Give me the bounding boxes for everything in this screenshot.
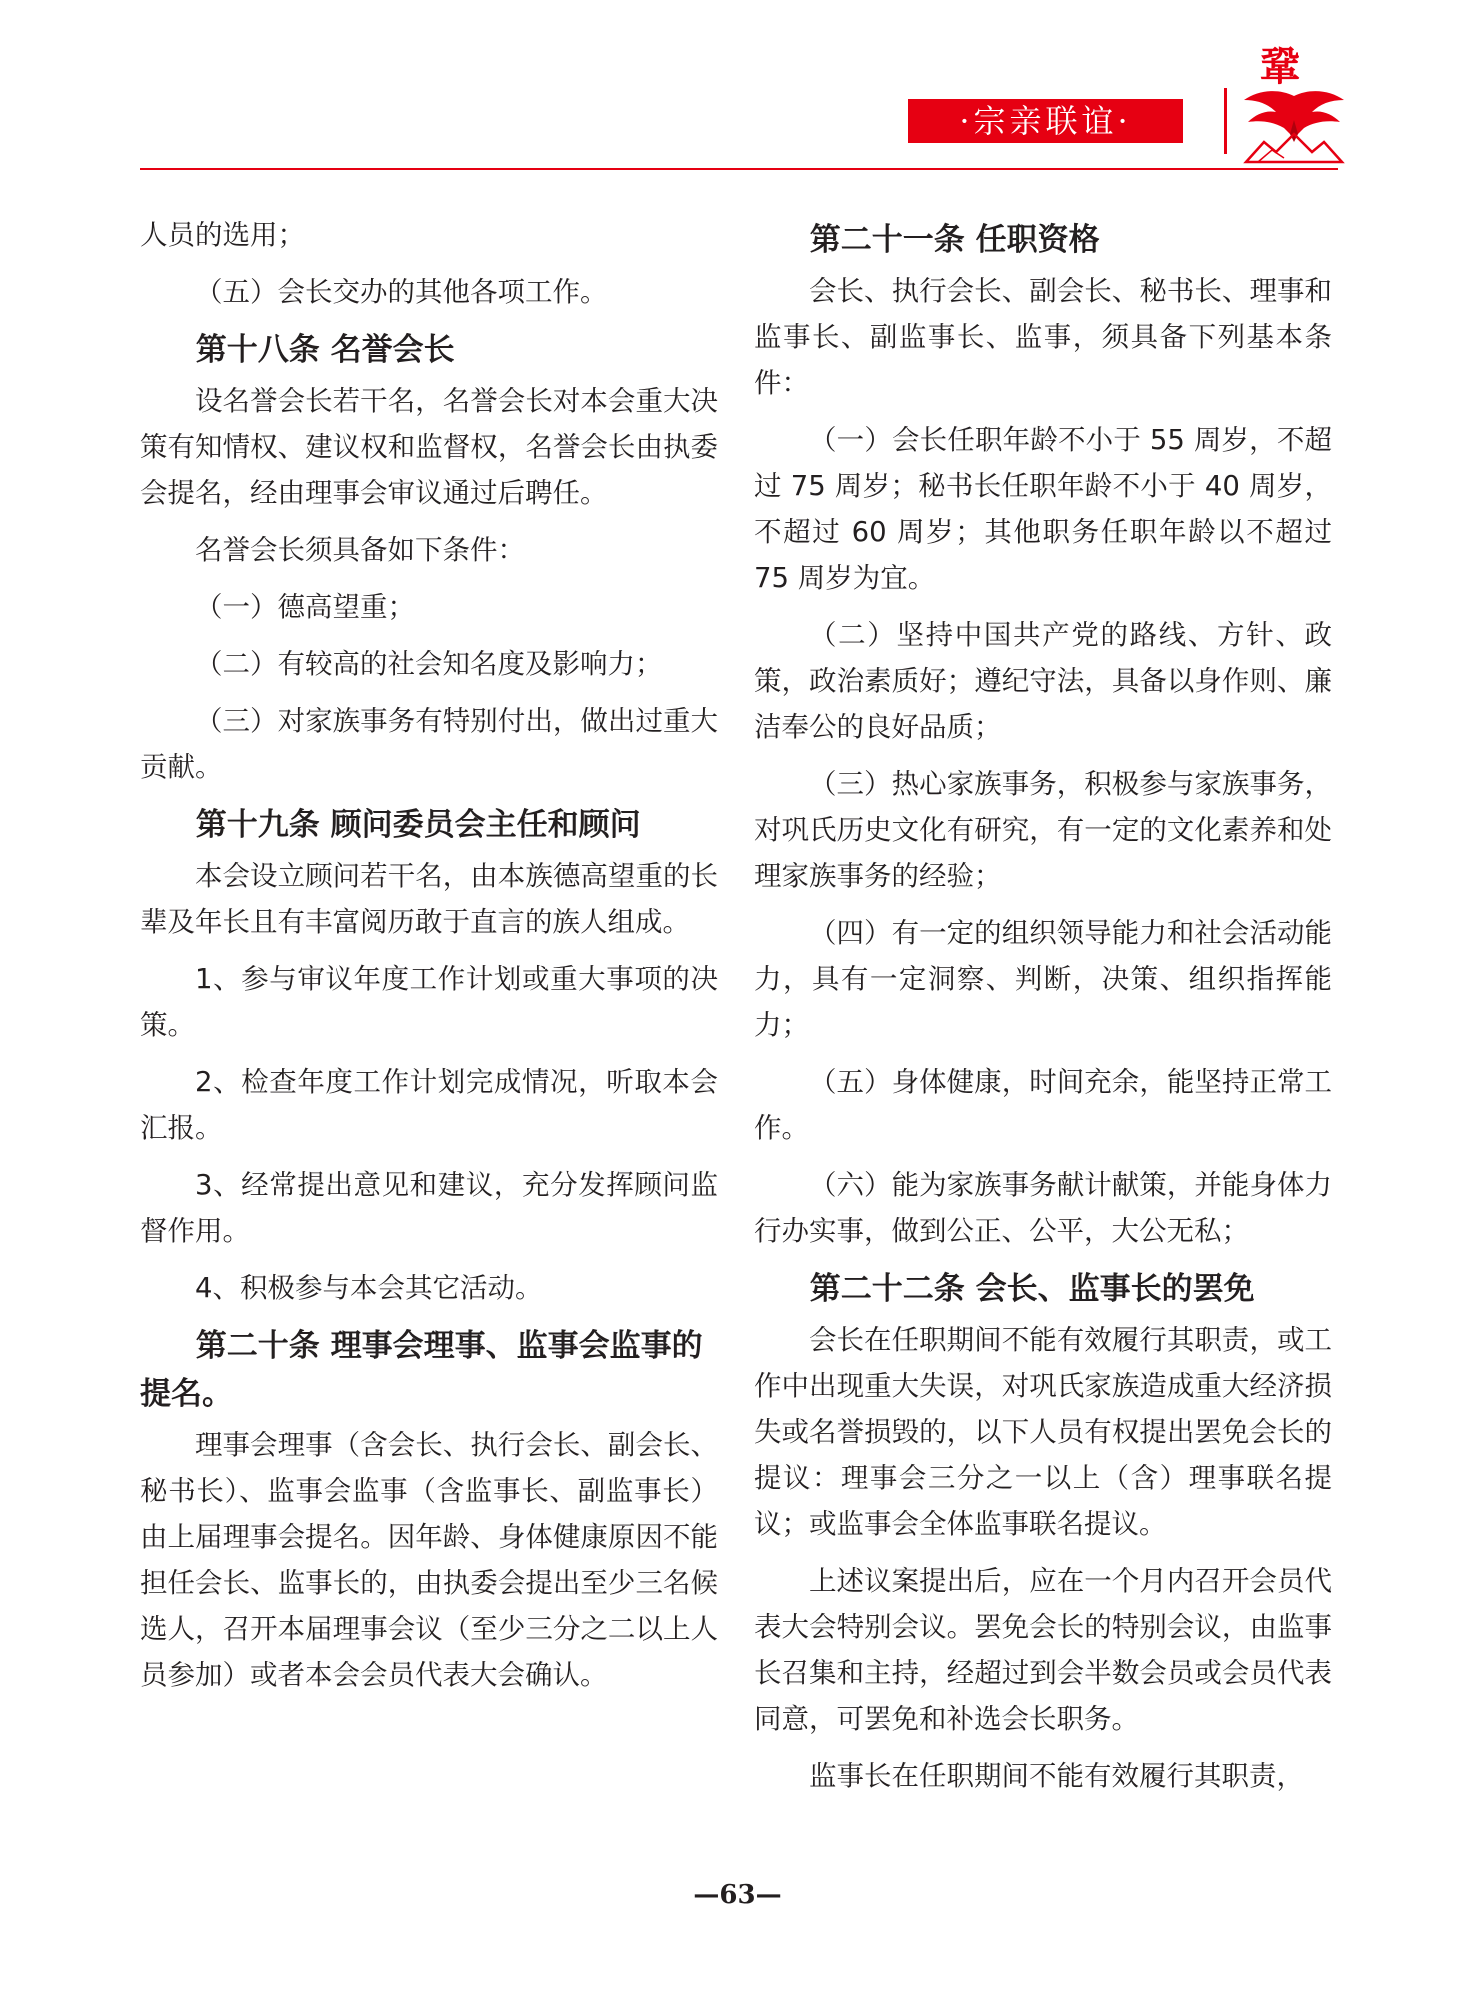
article-heading: 第十八条 名誉会长	[195, 332, 455, 368]
paragraph: （五）身体健康，时间充余，能坚持正常工作。	[754, 1066, 1332, 1144]
clan-logo	[1238, 38, 1350, 168]
header-rule	[140, 168, 1338, 170]
paragraph: （一）会长任职年龄不小于 55 周岁，不超过 75 周岁；秘书长任职年龄不小于 40 周岁，不超过 60 周岁；其他职务任职年龄以不超过 75 周岁为宜。	[754, 424, 1332, 594]
article-heading: 第十九条 顾问委员会主任和顾问	[195, 807, 641, 843]
paragraph: （五）会长交办的其他各项工作。	[195, 276, 608, 308]
paragraph: 会长在任职期间不能有效履行其职责，或工作中出现重大失误，对巩氏家族造成重大经济损失或名誉损毁的，以下人员有权提出罢免会长的提议：理事会三分之一以上（含）理事联名提议；或监事会全体监事联名提议。	[754, 1324, 1332, 1540]
article-heading: 第二十一条 任职资格	[809, 222, 1100, 258]
paragraph: （一）德高望重；	[195, 591, 415, 623]
paragraph: 会长、执行会长、副会长、秘书长、理事和监事长、副监事长、监事，须具备下列基本条件：	[754, 275, 1332, 399]
paragraph: （三）热心家族事务，积极参与家族事务，对巩氏历史文化有研究，有一定的文化素养和处理家族事务的经验；	[754, 768, 1332, 892]
paragraph: （六）能为家族事务献计献策，并能身体力行办实事，做到公正、公平，大公无私；	[754, 1169, 1332, 1247]
paragraph: 1、参与审议年度工作计划或重大事项的决策。	[140, 963, 718, 1041]
paragraph: 上述议案提出后，应在一个月内召开会员代表大会特别会议。罢免会长的特别会议，由监事长召集和主持，经超过到会半数会员或会员代表同意，可罢免和补选会长职务。	[754, 1565, 1332, 1735]
paragraph: （二）有较高的社会知名度及影响力；	[195, 648, 663, 680]
paragraph: 名誉会长须具备如下条件：	[195, 534, 525, 566]
paragraph: 本会设立顾问若干名，由本族德高望重的长辈及年长且有丰富阅历敢于直言的族人组成。	[140, 860, 718, 938]
right-column	[754, 212, 1332, 1810]
article-heading: 第二十二条 会长、监事长的罢免	[809, 1271, 1255, 1307]
article-heading: 第二十条 理事会理事、监事会监事的提名。	[140, 1328, 703, 1412]
paragraph: 3、经常提出意见和建议，充分发挥顾问监督作用。	[140, 1169, 718, 1247]
paragraph: 理事会理事（含会长、执行会长、副会长、秘书长）、监事会监事（含监事长、副监事长）由上届理事会提名。因年龄、身体健康原因不能担任会长、监事长的，由执委会提出至少三名候选人，召开本届理事会议（至少三分之二以上人员参加）或者本会会员代表大会确认。	[140, 1429, 718, 1691]
paragraph: 设名誉会长若干名，名誉会长对本会重大决策有知情权、建议权和监督权，名誉会长由执委会提名，经由理事会审议通过后聘任。	[140, 385, 718, 509]
section-tag: ·宗亲联谊·	[908, 99, 1183, 143]
paragraph: 2、检查年度工作计划完成情况，听取本会汇报。	[140, 1066, 718, 1144]
paragraph: 监事长在任职期间不能有效履行其职责，	[809, 1760, 1304, 1792]
page-number: —63—	[693, 1880, 782, 1910]
paragraph: （三）对家族事务有特别付出，做出过重大贡献。	[140, 705, 718, 783]
paragraph: （二）坚持中国共产党的路线、方针、政策，政治素质好；遵纪守法，具备以身作则、廉洁奉公的良好品质；	[754, 619, 1332, 743]
paragraph: （四）有一定的组织领导能力和社会活动能力，具有一定洞察、判断，决策、组织指挥能力；	[754, 917, 1332, 1041]
paragraph: 人员的选用；	[140, 219, 305, 251]
logo-calligraphy: 鞏	[1260, 43, 1300, 90]
left-column	[140, 212, 718, 1709]
paragraph: 4、积极参与本会其它活动。	[195, 1272, 543, 1304]
header-divider	[1224, 88, 1227, 154]
